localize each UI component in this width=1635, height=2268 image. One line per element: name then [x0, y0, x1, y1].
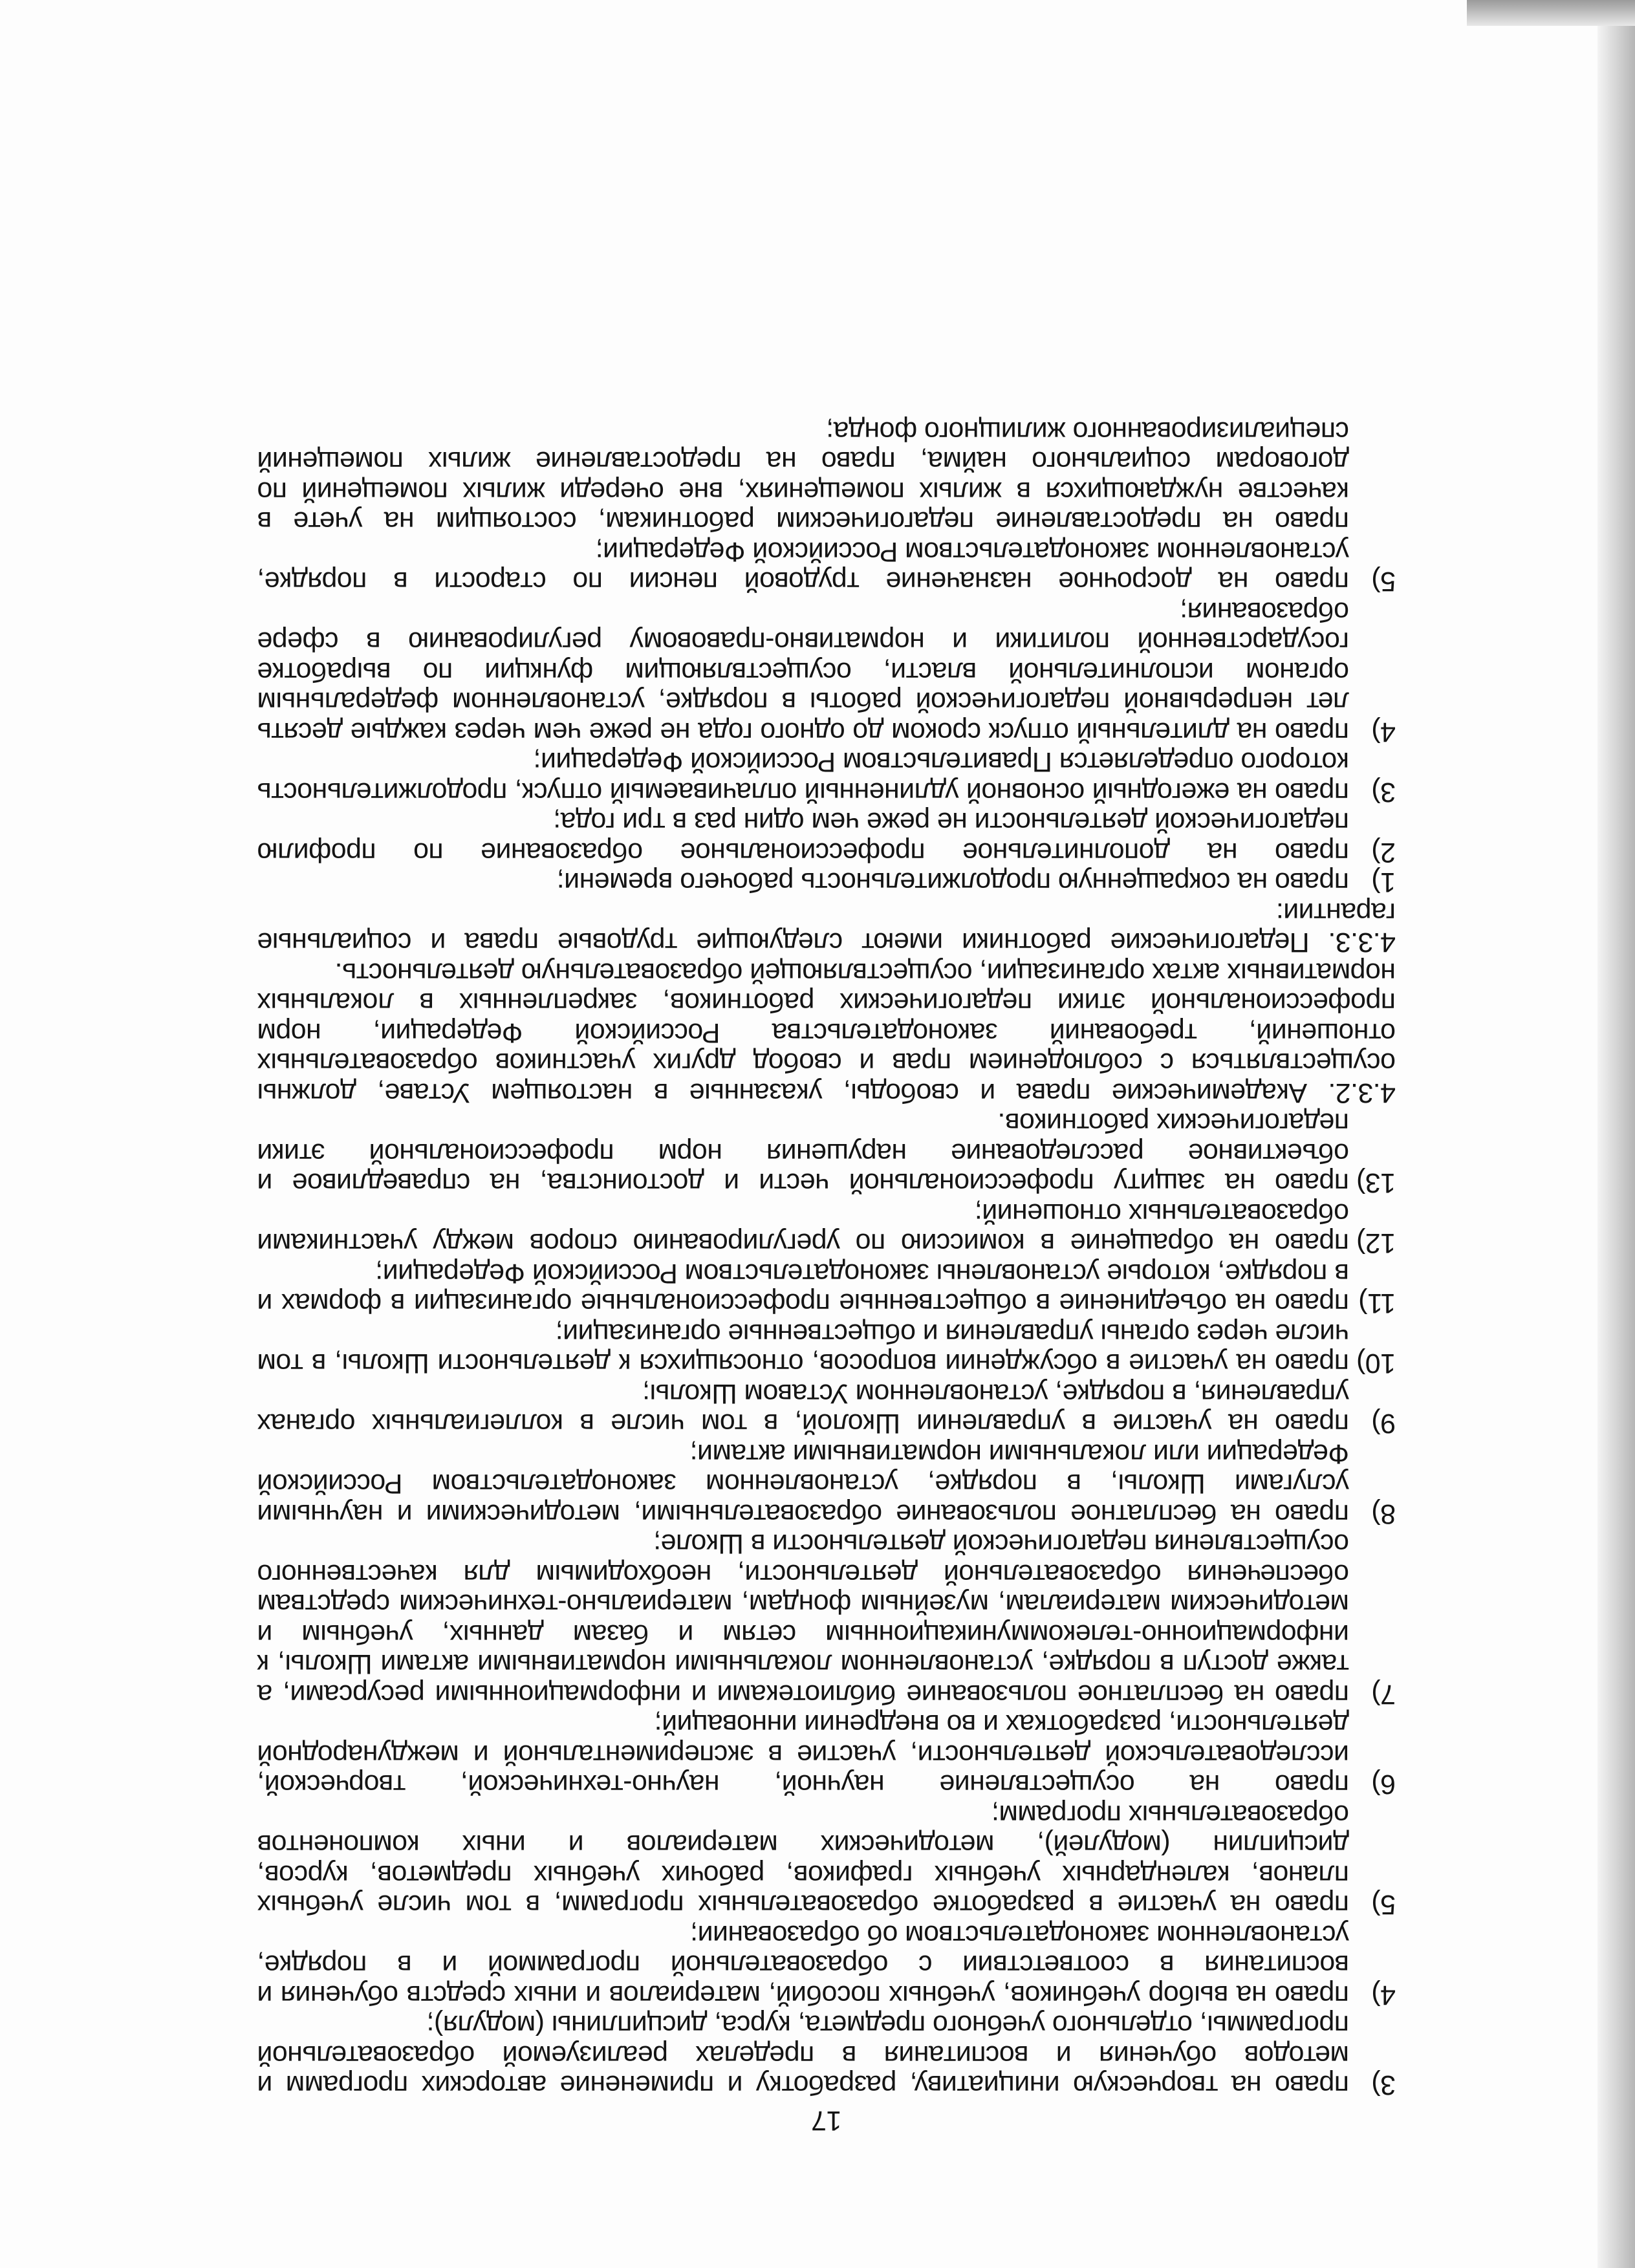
item-text: право на участие в обсуждении вопросов, относящихся к деятельности Школы, в том числе через органы управления и общественные организации; [257, 1318, 1349, 1379]
item-number: 5) [1371, 566, 1396, 598]
list-item [257, 867, 1396, 898]
list-item [257, 807, 1396, 867]
item-number: 2) [1371, 837, 1396, 868]
list-item [257, 747, 1396, 807]
section-4-3-2: 4.3.2. Академические права и свободы, указанные в настоящем Уставе, должны осуществляться с соблюдением прав и свобод других участников образовательных отношений, требований законодательства Российской Федерации, норм профессиональной этики педагогических работников, закрепленных в локальных нормативных актах организации, осуществляющей образовательную деятельность. [257, 957, 1396, 1108]
list-item [257, 597, 1396, 748]
list-item [257, 2010, 1396, 2101]
item-text: право на бесплатное пользование библиотеками и информационными ресурсами, а также доступ в порядке, установленном локальными нормативными актами Школы, к информационно-телекоммуникационным сетям и базам данных, учебным и методическим материалам, музейным фондам, материально-техническим средствам обеспечения образовательной деятельности, необходимым для качественного осуществления педагогической деятельности в Школе; [257, 1528, 1349, 1710]
housing-right-item: право на предоставление педагогическим работникам, состоящим на учете в качестве нуждающихся в жилых помещениях, вне очереди жилых помещений по договорам социального найма, право на предоставление жилых помещений специализированного жилищного фонда; [257, 416, 1349, 537]
item-text: право на творческую инициативу, разработку и применение авторских программ и методов обучения и воспитания в пределах реализуемой образовательной программы, отдельного учебного предмета, курса, дисциплины (модуля); [257, 2009, 1349, 2101]
item-text: право на выбор учебников, учебных пособий, материалов и иных средств обучения и воспитания в соответствии с образовательной программой и в порядке, установленном законодательством об образовании; [257, 1919, 1349, 2011]
list-item [257, 1800, 1396, 1920]
item-number: 6) [1371, 1769, 1396, 1800]
list-item [257, 1198, 1396, 1258]
list-item [257, 1258, 1396, 1319]
item-text: право на участие в разработке образовательных программ, в том числе учебных планов, календарных учебных графиков, рабочих учебных предметов, курсов, дисциплин (модулей), методических материалов и иных компонентов образовательных программ; [257, 1799, 1349, 1921]
item-number: 11) [1358, 1288, 1396, 1319]
item-number: 9) [1371, 1408, 1396, 1440]
item-number: 7) [1371, 1679, 1396, 1710]
item-text: право на сокращенную продолжительность рабочего времени; [557, 867, 1349, 898]
list-item [257, 1379, 1396, 1439]
item-text: право на участие в управлении Школой, в том числе в коллегиальных органах управления, в порядке, установленном Уставом Школы; [257, 1378, 1349, 1440]
item-text: право на защиту профессиональной чести и достоинства, на справедливое и объективное расследование нарушения норм профессиональной этики педагогических работников. [257, 1107, 1349, 1199]
section-4-3-3: 4.3.3. Педагогические работники имеют следующие трудовые права и социальные гарантии: [257, 897, 1396, 958]
list-item [257, 1319, 1396, 1379]
list-item [257, 537, 1396, 597]
item-number: 5) [1371, 1889, 1396, 1921]
list-item [257, 1709, 1396, 1800]
item-number: 4) [1371, 717, 1396, 748]
list-item [257, 1439, 1396, 1529]
document-body [257, 416, 1396, 2136]
item-number: 4) [1371, 1980, 1396, 2011]
item-text: право на ежегодный основной удлиненный оплачиваемый отпуск, продолжительность которого определяется Правительством Российской Федерации; [257, 746, 1349, 808]
scanner-edge-shadow [1597, 0, 1635, 2268]
item-text: право на обращение в комиссию по урегулированию споров между участниками образовательных отношений; [257, 1198, 1349, 1259]
item-text: право на дополнительное профессиональное образование по профилю педагогической деятельности не реже чем один раз в три года; [257, 806, 1349, 868]
item-number: 3) [1371, 777, 1396, 808]
list-item [257, 1108, 1396, 1198]
item-number: 8) [1371, 1498, 1396, 1529]
item-text: право на досрочное назначение трудовой пенсии по старости в порядке, установленном законодательством Российской Федерации; [257, 536, 1349, 598]
item-text: право на объединение в общественные профессиональные организации в формах и в порядке, которые установлены законодательством Российской Федерации; [257, 1258, 1349, 1319]
item-number: 13) [1356, 1167, 1396, 1199]
labor-rights-list [257, 537, 1396, 898]
scanner-corner-shadow [1467, 0, 1635, 26]
item-text: право на бесплатное пользование образовательными, методическими и научными услугами Школы, в порядке, установленном законодательством Российской Федерации или локальными нормативными актами; [257, 1438, 1349, 1529]
item-text: право на осуществление научной, научно-технической, творческой, исследовательской деятельности, участие в экспериментальной и международной деятельности, разработках и во внедрении инноваций; [257, 1709, 1349, 1800]
item-number: 1) [1371, 867, 1396, 898]
list-item [257, 1529, 1396, 1709]
page-number: 17 [811, 2105, 842, 2136]
item-number: 10) [1356, 1348, 1396, 1379]
item-number: 12) [1356, 1227, 1396, 1259]
item-number: 3) [1371, 2069, 1396, 2101]
list-item [257, 1920, 1396, 2011]
academic-rights-list [257, 1108, 1396, 2101]
item-text: право на длительный отпуск сроком до одного года не реже чем через каждые десять лет непрерывной педагогической работы в порядке, установленном федеральным органом исполнительной власти, осуществляющим функции по выработке государственной политики и нормативно-правовому регулированию в сфере образования; [257, 596, 1349, 748]
